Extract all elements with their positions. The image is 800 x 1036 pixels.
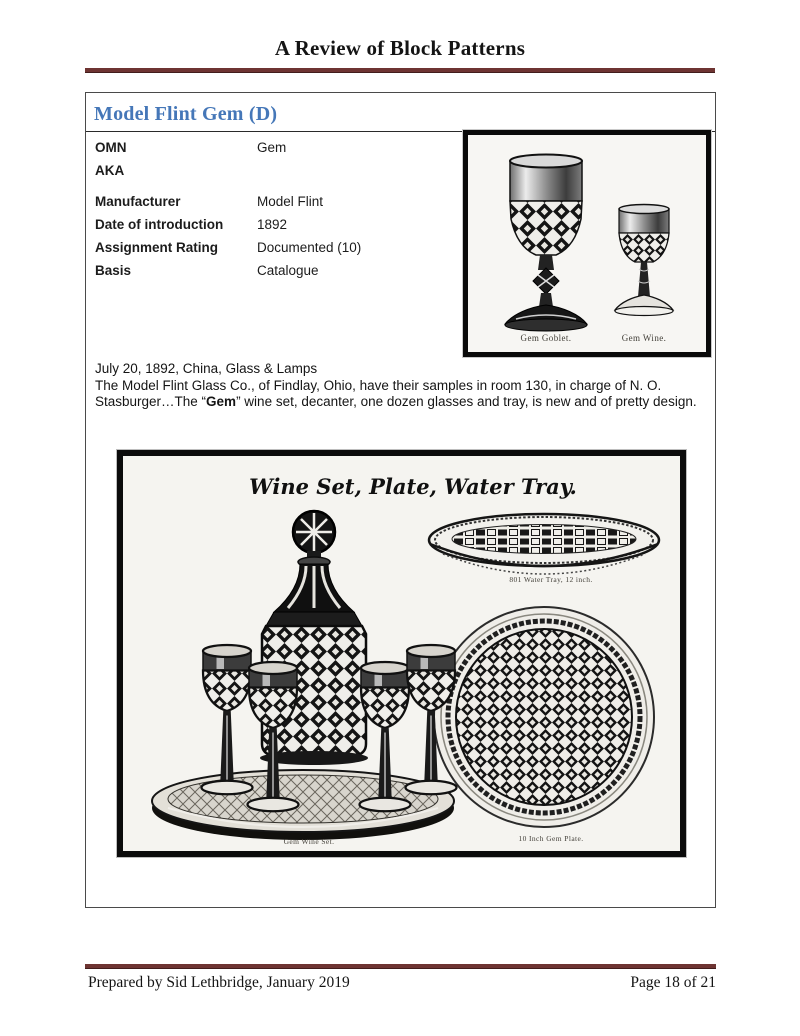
field-label: Manufacturer bbox=[95, 194, 181, 209]
table-row bbox=[95, 141, 467, 155]
field-label: AKA bbox=[95, 163, 125, 178]
pattern-title: Model Flint Gem (D) bbox=[94, 103, 278, 125]
field-value bbox=[257, 164, 467, 178]
citation-text: ” wine set, decanter, one dozen glasses and tray, is new and of pretty design. bbox=[236, 394, 697, 409]
field-value: Documented (10) bbox=[257, 240, 362, 255]
water-tray-caption: 801 Water Tray, 12 inch. bbox=[509, 575, 593, 584]
citation-body bbox=[95, 378, 709, 411]
wine-set-drawing bbox=[152, 511, 457, 846]
field-value: 1892 bbox=[257, 217, 288, 232]
goblet-photo-illustration bbox=[468, 135, 706, 352]
document-title: A Review of Block Patterns bbox=[274, 36, 526, 60]
gem-wine-drawing bbox=[615, 205, 673, 316]
header-rule bbox=[85, 68, 715, 73]
page-header bbox=[0, 0, 800, 61]
field-label: Basis bbox=[95, 263, 132, 278]
table-row bbox=[95, 218, 467, 232]
field-value: Gem bbox=[257, 140, 287, 155]
field-value: Catalogue bbox=[257, 263, 319, 278]
goblet-photo-frame bbox=[463, 130, 711, 357]
citation-text: The Model Flint Glass Co., of Findlay, Ohio, have their samples in room 130, in charge of N. O. Stasburger…The “ bbox=[95, 377, 662, 409]
footer-attribution: Prepared by Sid Lethbridge, January 2019 bbox=[88, 974, 350, 991]
footer-rule bbox=[85, 964, 716, 969]
goblet-caption: Gem Goblet. bbox=[520, 333, 572, 343]
field-value: Model Flint bbox=[257, 194, 324, 209]
plate-caption: 10 Inch Gem Plate. bbox=[518, 834, 584, 843]
table-row bbox=[95, 241, 467, 255]
catalog-title: Wine Set, Plate, Water Tray. bbox=[249, 474, 577, 499]
gem-goblet-drawing bbox=[505, 155, 587, 332]
wine-caption: Gem Wine. bbox=[621, 333, 667, 343]
citation-source-line: July 20, 1892, China, Glass & Lamps bbox=[95, 361, 318, 376]
field-label: Assignment Rating bbox=[95, 240, 219, 255]
pattern-info-table bbox=[95, 141, 467, 287]
citation-note bbox=[95, 361, 709, 411]
catalog-photo-frame bbox=[117, 450, 686, 857]
wine-set-caption: Gem Wine Set. bbox=[283, 837, 335, 846]
field-label: Date of introduction bbox=[95, 217, 224, 232]
page-footer bbox=[88, 974, 716, 992]
water-tray-drawing bbox=[429, 514, 659, 584]
table-row bbox=[95, 195, 467, 209]
gem-plate-drawing bbox=[434, 607, 654, 843]
footer-page-number: Page 18 of 21 bbox=[630, 974, 716, 991]
catalog-illustration bbox=[123, 456, 680, 851]
citation-bold-term: Gem bbox=[206, 394, 237, 409]
field-label: OMN bbox=[95, 140, 127, 155]
table-row bbox=[95, 264, 467, 278]
pattern-card bbox=[85, 92, 716, 908]
table-row bbox=[95, 164, 467, 178]
